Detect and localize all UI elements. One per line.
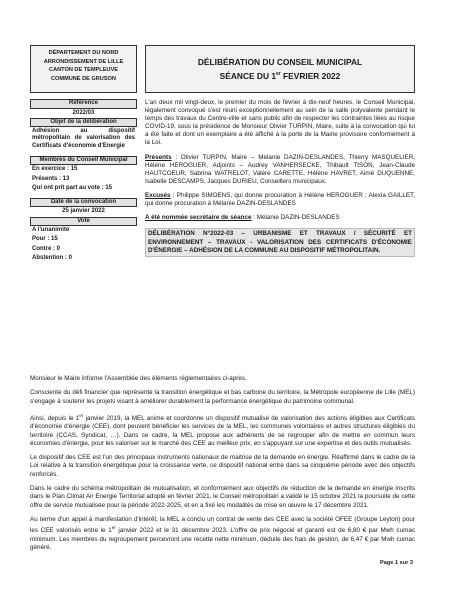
header-administrative-block	[30, 45, 137, 93]
body-paragraph-5: Dans le cadre du schéma métropolitain de mutualisation, et conformément aux objectifs de réduction de la demande en énergie inscrits dans le Plan Climat Air Energie Territorial adopté en février 2021, le Conseil métropolitain a validé le 15 octobre 2021 la poursuite de cette offre de service mutualisée pour la période 2022-2025, et en a fixé les modalités de mise en œuvre le 17 décembre 2021.	[30, 485, 415, 509]
vote-label: Vote	[30, 217, 137, 227]
convocation-label: Date de la convocation	[30, 198, 137, 208]
header-canton: CANTON DE TEMPLEUVE	[49, 67, 118, 73]
object-value: Adhésion au dispositif métropolitain de valorisation des Certificats d'économie d'Energie	[32, 128, 135, 149]
deliberation-body	[30, 375, 415, 558]
body-paragraph-1: Monsieur le Maire informe l'Assemblée des éléments réglementaires ci-après.	[30, 375, 247, 382]
members-voting: Qui ont prit part au vote : 15	[32, 184, 113, 191]
vote-for: Pour : 15	[32, 236, 58, 243]
body-paragraph-4: Le dispositif des CEE est l'un des principaux instruments nationaux de maitrise de la demande en énergie. Réaffirmé dans le cadre de la Loi relative à la transition énergétique pour la croissance verte, ce dispositif national entre dans sa cinquième période avec des objectifs renforcés.	[30, 454, 415, 478]
document-title: DÉLIBÉRATION DU CONSEIL MUNICIPAL	[197, 57, 363, 67]
vote-against: Contre : 0	[32, 245, 61, 252]
deliberation-subject: DÉLIBÉRATION N°2022-03 – URBANISME ET TRAVAUX / SÉCURITÉ ET ENVIRONNEMENT – TRAVAUX - VALORISATION DES CERTIFICATS D'ÉCONOMIE D'ÉNERGIE – ADHÉSION DE LA COMMUNE AU DISPOSITIF MÉTROPOLITAIN.	[145, 228, 415, 257]
header-arrondissement: ARRONDISSEMENT DE LILLE	[43, 58, 124, 65]
presents-paragraph: Présents : Olivier TURPIN, Maire – Mélanie DAZIN-DESLANDES, Thierry MASQUELIER, Hélène HEROGUER, Adjoints – Audrey VANHERSECKE, Thibault TISON, Jean-Claude HAUTCOEUR, Sabrina WATRELOT, Valère CARETTE, Hélène HAVRET, Aimé DUQUENNE, Isabelle DESCAMPS, Jacques DURIEU, Conseillers municipaux.	[145, 153, 415, 185]
object-label: Objet de la délibération	[30, 118, 137, 128]
body-paragraph-2: Consciente du défi financier que représente la transition énergétique et bas carbone du territoire, la Métropole européenne de Lille (MEL) s'engage à soutenir les projets visant à améliorer durablement la performance énergétique du patrimoine communal.	[30, 389, 415, 405]
body-paragraph-3: Ainsi, depuis le 1er janvier 2019, la MEL anime et coordonne un dispositif mutualisé de valorisation des actions éligibles aux Certificats d'économie d'énergie (CEE), dont peuvent bénéficier les services de la MEL, les communes volontaires et autres structures éligibles du territoire (CCAS, Syndicat, …). Dans ce cadre, la MEL propose aux adhérents de se regrouper afin de mettre en commun leurs économies d'énergie, pour les valoriser sur le marché des CEE au meilleur prix, en s'appuyant sur une expertise et des outils mutualisés.	[30, 412, 415, 447]
page-number: Page 1 sur 3	[380, 560, 413, 566]
body-paragraph-6: Au terme d'un appel à manifestation d'intérêt, la MEL a conclu un contrat de vente des CEE avec la société OFEE (Groupe Leyton) pour les CEE valorisés entre le 1er janvier 2022 et le 31 décembre 2023. L'offre de prix négocié et garanti est de 6,80 € par Mwh cumac minimum. Les membres du regroupement percevront une recette nette minimum, déduite des frais de gestion, de 6,47 € par Mwh cumac généré.	[30, 515, 415, 551]
header-title-block	[145, 45, 415, 93]
members-label: Membres du Conseil Municipal	[30, 156, 137, 166]
session-date: SÉANCE DU 1er FEVRIER 2022	[219, 70, 341, 81]
header-commune: COMMUNE DE GRUSON	[51, 75, 116, 82]
vote-unanimity: A l'unanimité	[32, 227, 70, 234]
reference-value: 2022/03	[72, 109, 95, 116]
metadata-sidebar	[30, 99, 137, 263]
vote-abstention: Abstention : 0	[32, 254, 72, 261]
members-in-office: En exercice : 15	[32, 166, 78, 173]
intro-paragraph: L'an deux mil vingt-deux, le premier du mois de février à dix-neuf heures, le Conseil Municipal, légalement convoqué s'est réuni exceptionnellement au sein de la salle polyvalente pendant le temps des travaux du Centre-ville et sans public afin de respecter les contraintes liées au risque COVID-19, sous la présidence de Monsieur Olivier TURPIN, Maire, suite à la convocation qui lui a été faite et dont un exemplaire a été affiché à la porte de la Mairie provisoire conformément à la Loi.	[145, 99, 415, 147]
excuses-paragraph: Excusés : Philippe SIMOENS, qui donne procuration à Hélène HEROGUER ; Alexia GAILLET, qui donne procuration à Mélanie DAZIN-DESLANDES	[145, 191, 415, 208]
convocation-value: 25 janvier 2022	[62, 208, 105, 215]
session-details	[145, 99, 415, 257]
members-present: Présents : 13	[32, 175, 70, 182]
header-department: DÉPARTEMENT DU NORD	[48, 50, 119, 56]
reference-label: Référence	[30, 99, 137, 109]
secretary-paragraph: A été nommée secrétaire de séance : Mélanie DAZIN-DESLANDES	[145, 214, 340, 222]
